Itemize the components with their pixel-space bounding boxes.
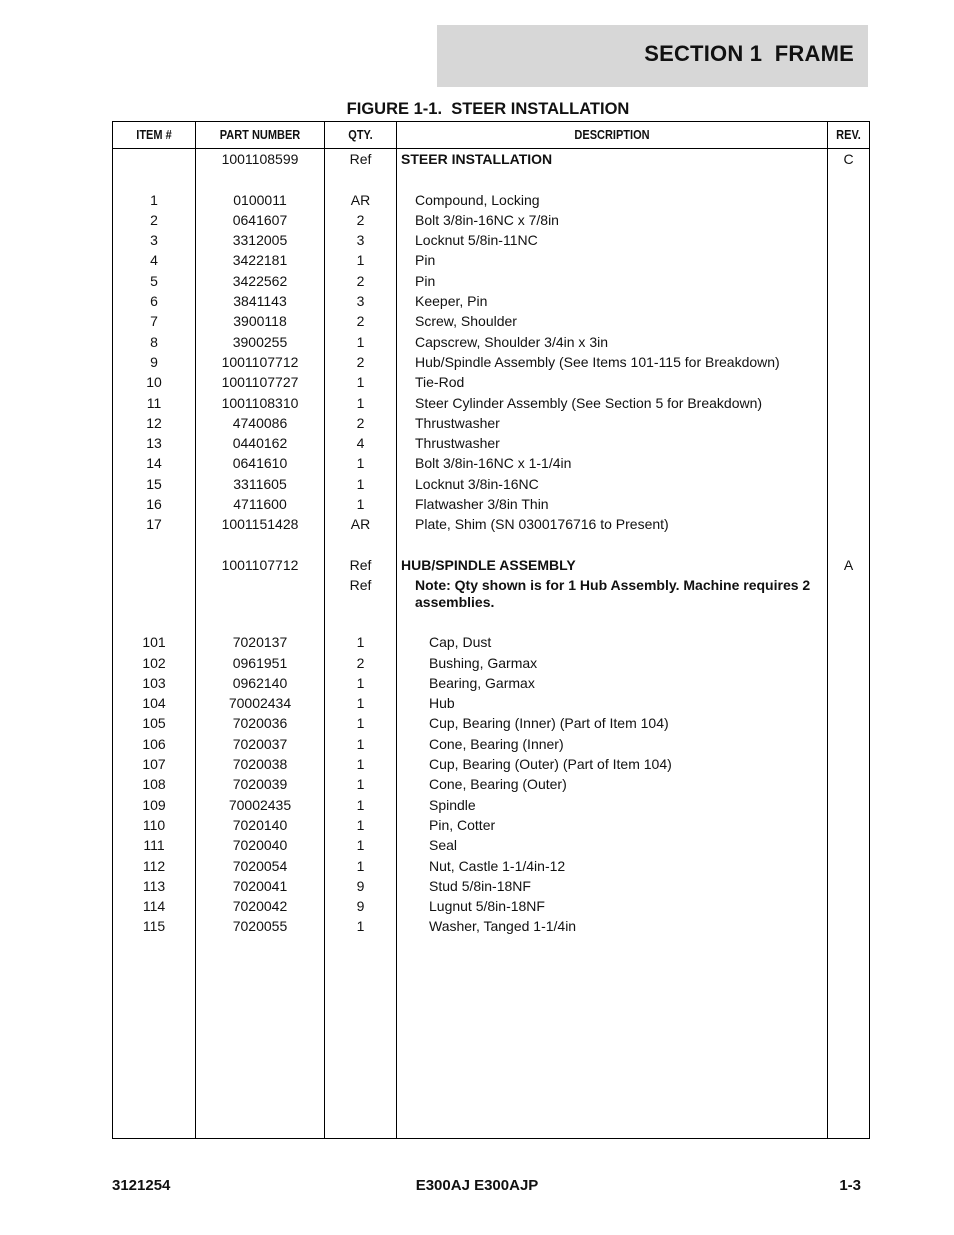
table-row <box>113 673 869 693</box>
part-number: 1001107727 <box>221 374 299 391</box>
part-number: 7020038 <box>232 756 288 773</box>
qty: 1 <box>356 394 365 411</box>
table-row <box>113 653 869 673</box>
qty: 3 <box>356 232 365 249</box>
item-number: 3 <box>150 232 158 249</box>
item-number: 110 <box>142 816 166 833</box>
description: Pin <box>415 272 436 289</box>
part-number: 4711600 <box>233 496 287 513</box>
qty: AR <box>350 191 371 208</box>
description: Bolt 3/8in-16NC x 1-1/4in <box>415 455 572 472</box>
spacer <box>113 169 869 189</box>
item-number: 106 <box>142 735 166 752</box>
description: Lugnut 5/8in-18NF <box>429 898 545 915</box>
table-body <box>113 149 869 937</box>
table-row <box>113 393 869 413</box>
qty: 1 <box>356 475 365 492</box>
qty: 2 <box>356 211 365 228</box>
part-number: 7020140 <box>232 816 288 833</box>
header-description: DESCRIPTION <box>574 128 650 142</box>
item-number: 8 <box>150 333 158 350</box>
part-number: 4740086 <box>232 414 288 431</box>
qty: 1 <box>356 634 365 651</box>
part-number: 7020137 <box>232 634 288 651</box>
item-number: 104 <box>142 695 166 712</box>
part-number: 1001108599 <box>221 151 299 167</box>
description: Thrustwasher <box>415 435 500 452</box>
qty: 1 <box>356 918 365 935</box>
description: Flatwasher 3/8in Thin <box>415 496 549 513</box>
table-row <box>113 190 869 210</box>
table-row <box>113 332 869 352</box>
part-number: 70002434 <box>228 695 292 712</box>
table-row <box>113 271 869 291</box>
item-number: 11 <box>146 394 162 411</box>
description: Pin <box>415 252 436 269</box>
description: Hub <box>429 695 455 712</box>
part-number: 7020037 <box>232 735 288 752</box>
item-number: 112 <box>142 857 166 874</box>
part-number: 3422181 <box>232 252 288 269</box>
item-number: 101 <box>142 634 166 651</box>
assembly-row <box>113 149 869 169</box>
description: Screw, Shoulder <box>415 313 517 330</box>
item-number: 105 <box>142 715 166 732</box>
description: Steer Cylinder Assembly (See Section 5 for Breakdown) <box>415 394 763 411</box>
description: HUB/SPINDLE ASSEMBLY <box>401 556 576 573</box>
table-row <box>113 835 869 855</box>
item-number: 103 <box>142 674 166 691</box>
item-number: 7 <box>150 313 158 330</box>
item-number: 16 <box>146 496 162 513</box>
header-item: ITEM # <box>136 128 172 142</box>
figure-title: FIGURE 1-1. STEER INSTALLATION <box>346 100 630 118</box>
item-number: 17 <box>146 516 162 533</box>
description: Cup, Bearing (Inner) (Part of Item 104) <box>429 715 669 732</box>
qty: 2 <box>356 353 365 370</box>
description: Cone, Bearing (Inner) <box>429 735 564 752</box>
table-row <box>113 291 869 311</box>
table-row <box>113 494 869 514</box>
footer-page-number: 1-3 <box>839 1177 861 1194</box>
table-row <box>113 433 869 453</box>
item-number: 111 <box>143 837 165 854</box>
section-header <box>437 25 868 87</box>
qty: Ref <box>349 151 372 167</box>
parts-table <box>112 121 870 1139</box>
qty: 1 <box>356 837 365 854</box>
description: Washer, Tanged 1-1/4in <box>429 918 577 935</box>
qty: AR <box>350 516 371 533</box>
table-row <box>113 514 869 534</box>
table-row <box>113 774 869 794</box>
item-number: 1 <box>150 191 158 208</box>
item-number: 102 <box>142 654 166 671</box>
footer-doc-number: 3121254 <box>112 1177 171 1194</box>
part-number: 3422562 <box>232 272 288 289</box>
part-number: 70002435 <box>228 796 292 813</box>
part-number: 7020054 <box>232 857 288 874</box>
qty: 1 <box>356 756 365 773</box>
part-number: 0641607 <box>232 211 288 228</box>
part-number: 7020036 <box>232 715 288 732</box>
qty: 1 <box>356 715 365 732</box>
description: STEER INSTALLATION <box>401 151 553 167</box>
table-row <box>113 896 869 916</box>
item-number: 14 <box>146 455 162 472</box>
part-number: 7020042 <box>232 898 288 915</box>
item-number: 6 <box>150 293 158 310</box>
part-number: 0100011 <box>233 191 287 208</box>
part-number: 0962140 <box>232 674 288 691</box>
table-row <box>113 632 869 652</box>
qty: 1 <box>356 796 365 813</box>
spacer <box>113 612 869 632</box>
description: Keeper, Pin <box>415 293 488 310</box>
description: Bushing, Garmax <box>429 654 538 671</box>
qty: 9 <box>356 877 365 894</box>
spacer <box>113 535 869 555</box>
part-number: 7020040 <box>232 837 288 854</box>
rev: A <box>843 556 854 573</box>
qty: 1 <box>356 816 365 833</box>
qty: 1 <box>356 333 365 350</box>
item-number: 108 <box>142 776 166 793</box>
table-row <box>113 713 869 733</box>
qty: 9 <box>356 898 365 915</box>
part-number: 7020041 <box>232 877 288 894</box>
description: Thrustwasher <box>415 414 500 431</box>
description: Bearing, Garmax <box>429 674 535 691</box>
table-row <box>113 856 869 876</box>
section-title: SECTION 1 FRAME <box>644 41 854 66</box>
part-number: 3312005 <box>232 232 288 249</box>
qty: 1 <box>356 857 365 874</box>
part-number: 7020039 <box>232 776 288 793</box>
item-number: 5 <box>150 272 158 289</box>
qty: 2 <box>356 654 365 671</box>
qty: 1 <box>356 455 365 472</box>
part-number: 1001107712 <box>221 353 299 370</box>
description: Hub/Spindle Assembly (See Items 101-115 for Breakdown) <box>415 353 780 370</box>
table-row <box>113 453 869 473</box>
description: Locknut 5/8in-11NC <box>415 232 538 249</box>
qty: 1 <box>356 776 365 793</box>
table-row <box>113 372 869 392</box>
item-number: 15 <box>146 475 162 492</box>
header-part-number: PART NUMBER <box>219 128 301 142</box>
description: Compound, Locking <box>415 191 540 208</box>
description: Nut, Castle 1-1/4in-12 <box>429 857 566 874</box>
description: Locknut 3/8in-16NC <box>415 475 539 492</box>
qty: 1 <box>356 374 365 391</box>
qty: 2 <box>356 272 365 289</box>
table-row <box>113 413 869 433</box>
qty: 1 <box>356 695 365 712</box>
qty: 1 <box>356 735 365 752</box>
qty: Ref <box>349 577 372 594</box>
item-number: 107 <box>142 756 166 773</box>
item-number: 10 <box>146 374 162 391</box>
description: Cap, Dust <box>429 634 492 651</box>
part-number: 7020055 <box>232 918 288 935</box>
note-text: Note: Qty shown is for 1 Hub Assembly. Machine requires 2 assemblies. <box>415 577 811 611</box>
part-number: 3900118 <box>233 313 287 330</box>
table-row <box>113 795 869 815</box>
item-number: 13 <box>146 435 162 452</box>
hub-parts-list <box>113 632 869 936</box>
part-number: 0641610 <box>232 455 288 472</box>
table-row <box>113 352 869 372</box>
footer-model: E300AJ E300AJP <box>415 1177 539 1194</box>
description: Capscrew, Shoulder 3/4in x 3in <box>415 333 608 350</box>
qty: 1 <box>356 674 365 691</box>
qty: 3 <box>356 293 365 310</box>
part-number: 3900255 <box>232 333 288 350</box>
item-number: 2 <box>150 211 158 228</box>
item-number: 4 <box>150 252 158 269</box>
table-row <box>113 754 869 774</box>
item-number: 115 <box>142 918 166 935</box>
table-row <box>113 734 869 754</box>
description: Seal <box>429 837 458 854</box>
table-row <box>113 815 869 835</box>
item-number: 12 <box>146 414 162 431</box>
item-number: 113 <box>142 877 166 894</box>
part-number: 1001151428 <box>221 516 299 533</box>
part-number: 0440162 <box>232 435 288 452</box>
qty: 1 <box>356 252 365 269</box>
table-row <box>113 230 869 250</box>
item-number: 114 <box>142 898 166 915</box>
qty: 2 <box>356 313 365 330</box>
header-qty: QTY. <box>348 128 373 142</box>
description: Cone, Bearing (Outer) <box>429 776 567 793</box>
part-number: 1001107712 <box>221 556 299 573</box>
description: Stud 5/8in-18NF <box>429 877 531 894</box>
note-row <box>113 575 869 612</box>
description: Cup, Bearing (Outer) (Part of Item 104) <box>429 756 672 773</box>
part-number: 3841143 <box>233 293 287 310</box>
table-row <box>113 693 869 713</box>
item-number: 9 <box>150 353 158 370</box>
qty: 2 <box>356 414 365 431</box>
table-row <box>113 916 869 936</box>
description: Pin, Cotter <box>429 816 496 833</box>
assembly-row <box>113 555 869 575</box>
steer-parts-list <box>113 190 869 535</box>
table-row <box>113 876 869 896</box>
table-row <box>113 474 869 494</box>
table-row <box>113 250 869 270</box>
part-number: 0961951 <box>232 654 288 671</box>
description: Plate, Shim (SN 0300176716 to Present) <box>415 516 669 533</box>
part-number: 3311605 <box>233 475 287 492</box>
qty: Ref <box>349 556 372 573</box>
header-rev: REV. <box>836 128 861 142</box>
qty: 4 <box>356 435 365 452</box>
rev: C <box>843 151 854 167</box>
qty: 1 <box>356 496 365 513</box>
table-row <box>113 210 869 230</box>
description: Spindle <box>429 796 476 813</box>
description: Bolt 3/8in-16NC x 7/8in <box>415 211 559 228</box>
table-row <box>113 311 869 331</box>
part-number: 1001108310 <box>221 394 299 411</box>
description: Tie-Rod <box>415 374 465 391</box>
item-number: 109 <box>142 796 166 813</box>
